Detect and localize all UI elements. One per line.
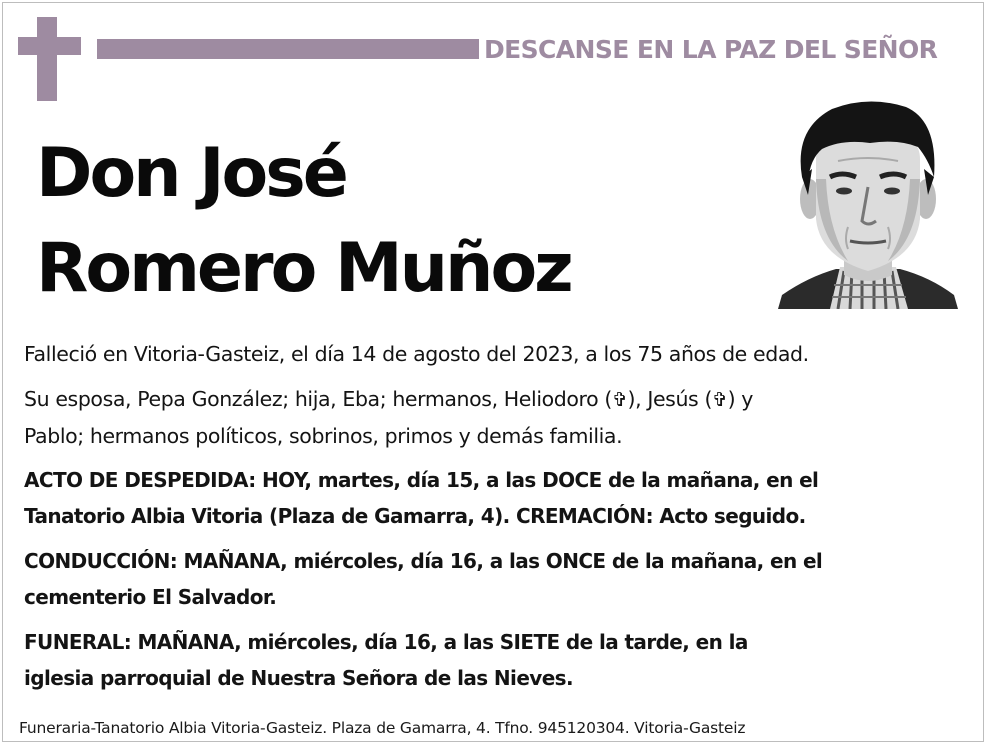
funeral-line-1: FUNERAL: MAÑANA, miércoles, día 16, a las SIETE de la tarde, en la bbox=[24, 630, 748, 654]
family-line-1 bbox=[24, 381, 964, 418]
family-line-1-part-c: ) y bbox=[727, 387, 754, 411]
family-line-2: Pablo; hermanos políticos, sobrinos, primos y demás familia. bbox=[24, 424, 623, 448]
deceased-cross-icon: ✞ bbox=[712, 389, 728, 411]
deceased-name-line-1: Don José bbox=[36, 134, 346, 213]
death-notice bbox=[24, 336, 964, 372]
header-bar bbox=[97, 39, 479, 59]
family-line-1-part-b: ), Jesús ( bbox=[627, 387, 713, 411]
farewell-paragraph bbox=[24, 462, 964, 534]
funeral-paragraph bbox=[24, 624, 964, 696]
deceased-cross-icon: ✞ bbox=[611, 389, 628, 411]
deceased-name-line-2: Romero Muñoz bbox=[36, 229, 571, 308]
funeral-home-footer: Funeraria-Tanatorio Albia Vitoria-Gasteiz. Plaza de Gamarra, 4. Tfno. 945120304. Vitoria-Gasteiz bbox=[19, 719, 746, 737]
farewell-line-1: ACTO DE DESPEDIDA: HOY, martes, día 15, a las DOCE de la mañana, en el bbox=[24, 468, 819, 492]
procession-paragraph bbox=[24, 543, 964, 615]
family-paragraph bbox=[24, 381, 964, 454]
family-line-1-part-a: Su esposa, Pepa González; hija, Eba; hermanos, Heliodoro ( bbox=[24, 387, 612, 411]
procession-line-1: CONDUCCIÓN: MAÑANA, miércoles, día 16, a las ONCE de la mañana, en el bbox=[24, 549, 823, 573]
funeral-line-2: iglesia parroquial de Nuestra Señora de las Nieves. bbox=[24, 666, 573, 690]
death-notice-text: Falleció en Vitoria-Gasteiz, el día 14 de agosto del 2023, a los 75 años de edad. bbox=[24, 342, 809, 366]
header-title: DESCANSE EN LA PAZ DEL SEÑOR bbox=[484, 35, 938, 64]
portrait-photo bbox=[778, 99, 958, 309]
farewell-line-2: Tanatorio Albia Vitoria (Plaza de Gamarra, 4). CREMACIÓN: Acto seguido. bbox=[24, 504, 806, 528]
procession-line-2: cementerio El Salvador. bbox=[24, 585, 277, 609]
